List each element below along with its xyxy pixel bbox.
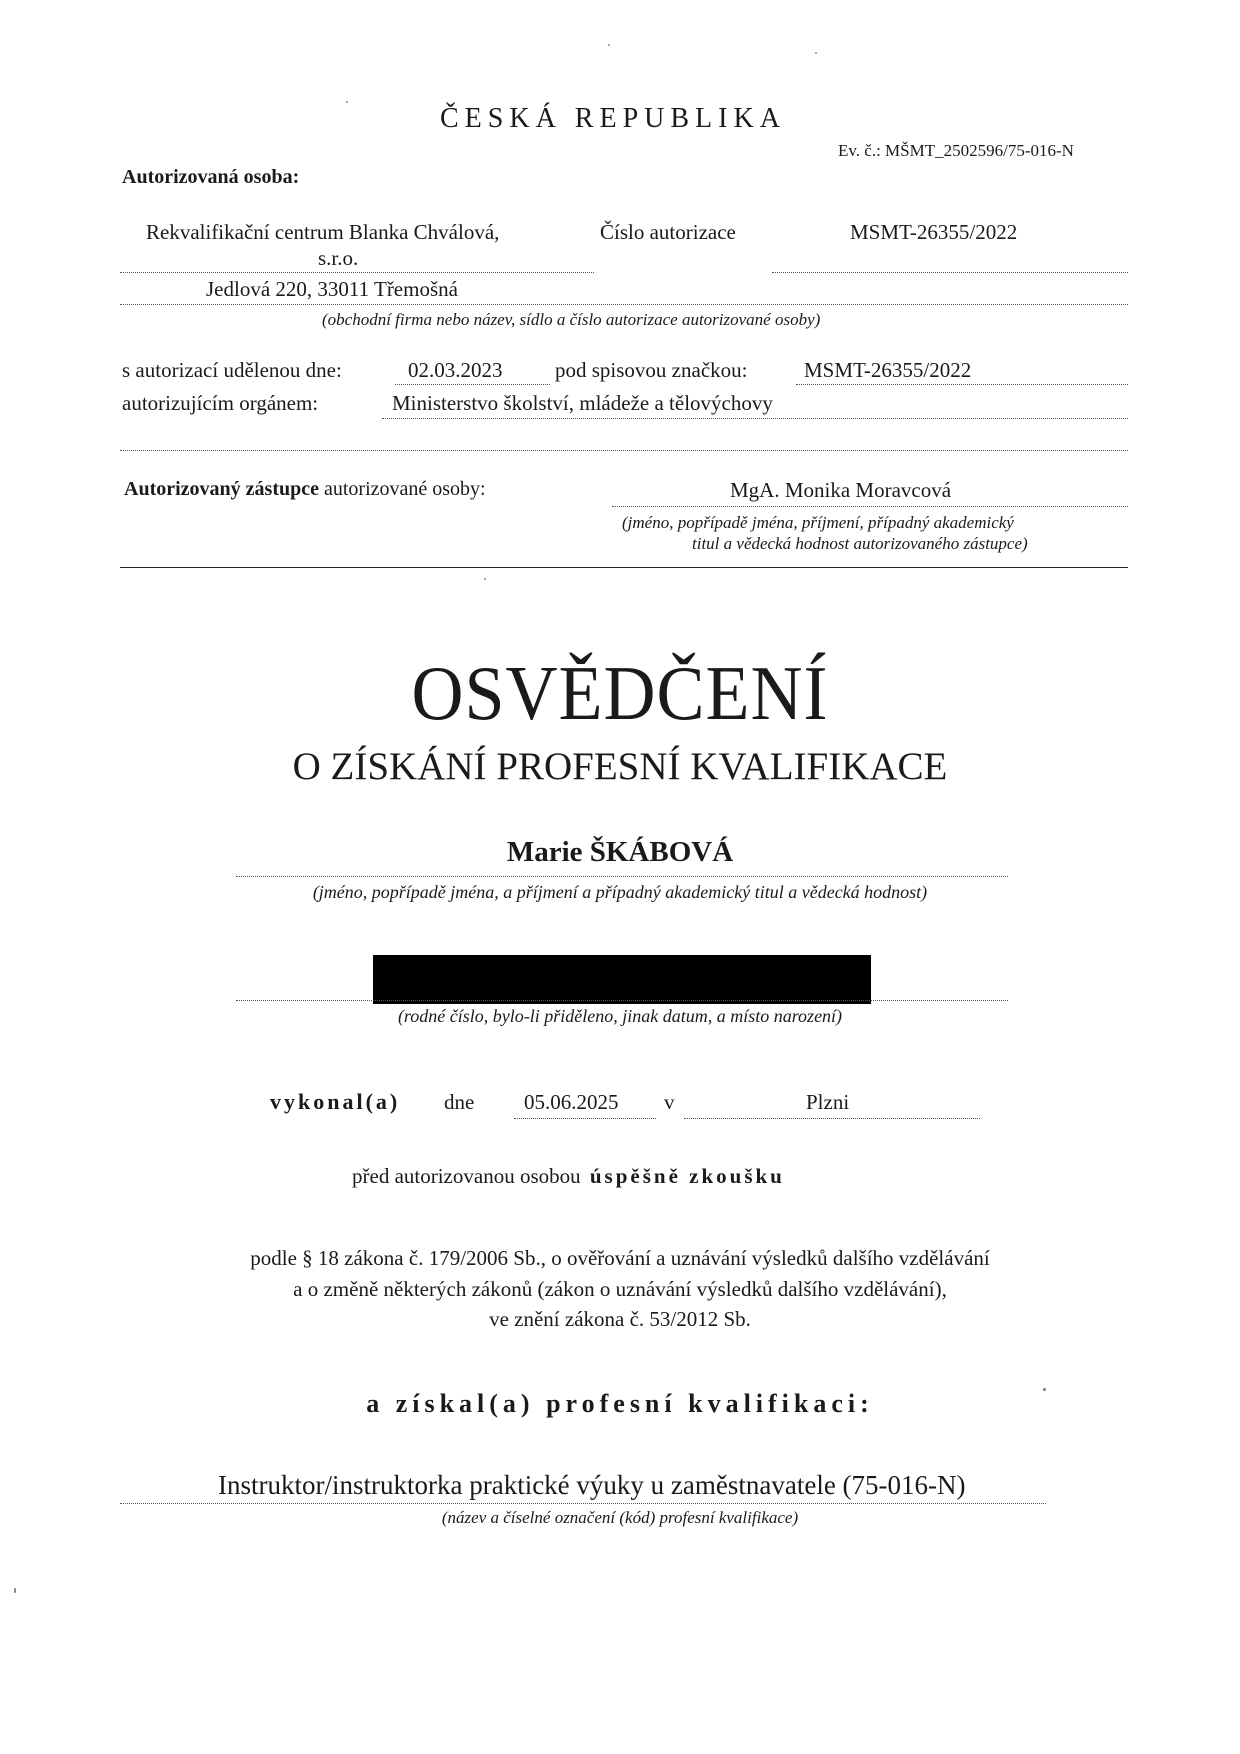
- certificate-title: OSVĚDČENÍ: [411, 649, 829, 737]
- representative-dotted-line: [612, 506, 1128, 507]
- scan-speck: [815, 52, 817, 54]
- representative-name: MgA. Monika Moravcová: [730, 478, 952, 502]
- authorized-person-name: Rekvalifikační centrum Blanka Chválová,: [146, 220, 500, 244]
- country-heading: ČESKÁ REPUBLIKA: [440, 103, 786, 134]
- representative-label-bold: Autorizovaný zástupce: [124, 478, 319, 500]
- exam-date-dotted-line: [514, 1118, 656, 1119]
- scan-speck: [484, 578, 486, 580]
- authorized-person-name-suffix: s.r.o.: [318, 246, 359, 270]
- representative-caption-line2: titul a vědecká hodnost autorizovaného zástupce): [692, 534, 1028, 553]
- granted-date: 02.03.2023: [408, 358, 503, 382]
- scan-speck: [1043, 1388, 1046, 1391]
- exam-place-label: v: [664, 1090, 675, 1114]
- authorized-person-caption: (obchodní firma nebo název, sídlo a číslo autorizace autorizované osoby): [322, 310, 821, 329]
- qualification-caption: (název a číselné označení (kód) profesní kvalifikace): [441, 1508, 799, 1527]
- birth-data-caption: (rodné číslo, bylo-li přiděleno, jinak datum, a místo narození): [397, 1006, 843, 1026]
- address-dotted-line: [120, 304, 1128, 305]
- authorized-person-address: Jedlová 220, 33011 Třemošná: [206, 277, 458, 301]
- qualification-name: Instruktor/instruktorka praktické výuky u zaměstnavatele (75-016-N): [218, 1470, 966, 1500]
- section-divider: [120, 567, 1128, 568]
- authority-dotted-line: [382, 418, 1128, 419]
- granted-date-dotted-line: [395, 384, 550, 385]
- authority-label: autorizujícím orgánem:: [122, 391, 319, 415]
- legal-line-3: ve znění zákona č. 53/2012 Sb.: [489, 1307, 751, 1331]
- authorized-person-heading: Autorizovaná osoba:: [122, 166, 300, 188]
- before-authorized-person: před autorizovanou osobou: [352, 1164, 581, 1188]
- exam-place: Plzni: [806, 1090, 850, 1114]
- exam-place-dotted-line: [684, 1118, 980, 1119]
- authorization-number-label: Číslo autorizace: [600, 220, 736, 244]
- exam-date: 05.06.2025: [524, 1090, 619, 1114]
- authority-name: Ministerstvo školství, mládeže a tělovýchovy: [392, 391, 773, 415]
- scan-speck: [346, 101, 348, 103]
- granted-label: s autorizací udělenou dne:: [122, 358, 342, 382]
- blank-dotted-line: [120, 450, 1128, 451]
- qualification-heading: a získal(a) profesní kvalifikaci:: [366, 1389, 874, 1418]
- representative-label-rest: autorizované osoby:: [323, 478, 486, 500]
- scan-speck: [608, 44, 610, 46]
- holder-name: Marie ŠKÁBOVÁ: [506, 836, 734, 868]
- legal-line-1: podle § 18 zákona č. 179/2006 Sb., o ověřování a uznávání výsledků dalšího vzdělávání: [250, 1246, 990, 1270]
- successful-exam: úspěšně zkoušku: [589, 1164, 785, 1188]
- file-number-dotted-line: [796, 384, 1128, 385]
- file-number-label: pod spisovou značkou:: [555, 358, 748, 382]
- qualification-dotted-line: [120, 1503, 1046, 1504]
- representative-caption-line1: (jméno, popřípadě jména, příjmení, případný akademický: [622, 513, 1014, 532]
- holder-name-caption: (jméno, popřípadě jména, a příjmení a případný akademický titul a vědecká hodnost): [312, 882, 928, 902]
- file-number: MSMT-26355/2022: [804, 358, 972, 382]
- exam-day-label: dne: [444, 1090, 475, 1114]
- scan-speck: [14, 1588, 16, 1593]
- authorized-person-dotted-line: [120, 272, 594, 273]
- birth-data-dotted-line: [236, 1000, 1008, 1001]
- authorization-number: MSMT-26355/2022: [850, 220, 1018, 244]
- legal-line-2: a o změně některých zákonů (zákon o uznávání výsledků dalšího vzdělávání),: [293, 1277, 947, 1301]
- authorization-number-dotted-line: [772, 272, 1128, 273]
- exam-before-text: [352, 1164, 785, 1189]
- certificate-subtitle: O ZÍSKÁNÍ PROFESNÍ KVALIFIKACE: [292, 745, 948, 788]
- evidence-number: Ev. č.: MŠMT_2502596/75-016-N: [838, 141, 1074, 160]
- representative-label: [124, 478, 486, 501]
- performed-label: vykonal(a): [270, 1089, 401, 1114]
- holder-name-dotted-line: [236, 876, 1008, 877]
- birth-data-redaction: [373, 955, 871, 1004]
